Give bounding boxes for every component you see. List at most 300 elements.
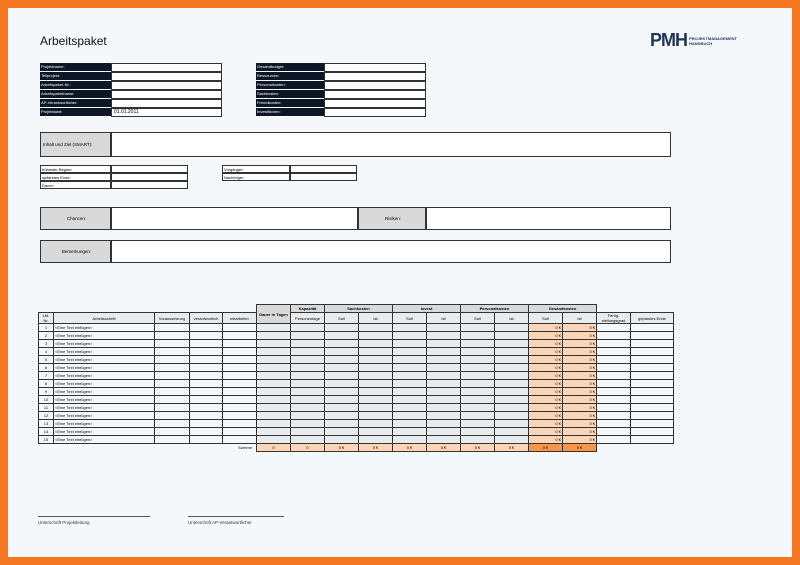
- row-geplantes-ende[interactable]: [631, 388, 674, 396]
- row-invest-ist[interactable]: [427, 348, 461, 356]
- row-pers-ist[interactable]: [495, 396, 529, 404]
- row-pers-ist[interactable]: [495, 404, 529, 412]
- row-verantwortlich[interactable]: [190, 364, 223, 372]
- field-label: Gesamtbudget:: [256, 63, 324, 72]
- row-ges-soll: 0 €: [529, 364, 563, 372]
- col-kapazitaet: Kapazität: [291, 305, 325, 313]
- row-fertig[interactable]: [597, 404, 631, 412]
- row-invest-ist[interactable]: [427, 340, 461, 348]
- row-geplantes-ende[interactable]: [631, 332, 674, 340]
- row-fertig[interactable]: [597, 428, 631, 436]
- row-personentage[interactable]: [291, 356, 325, 364]
- row-sach-ist[interactable]: [359, 332, 393, 340]
- row-sach-soll[interactable]: [325, 332, 359, 340]
- field-label: Personalkosten:: [256, 81, 324, 90]
- row-voraussetzung[interactable]: [155, 332, 190, 340]
- signature-ap-verantwortlicher: Unterschrift AP-Verantwortlicher: [188, 516, 284, 525]
- row-dauer[interactable]: [257, 428, 291, 436]
- row-verantwortlich[interactable]: [190, 340, 223, 348]
- row-verantwortlich[interactable]: [190, 428, 223, 436]
- row-personentage[interactable]: [291, 372, 325, 380]
- field-value[interactable]: [324, 108, 426, 117]
- col-sach-soll: Soll: [325, 313, 359, 324]
- row-pers-soll[interactable]: [461, 372, 495, 380]
- row-sach-ist[interactable]: [359, 388, 393, 396]
- row-sach-ist[interactable]: [359, 404, 393, 412]
- row-sach-ist[interactable]: [359, 428, 393, 436]
- field-value[interactable]: [324, 90, 426, 99]
- row-geplantes-ende[interactable]: [631, 324, 674, 332]
- row-sach-ist[interactable]: [359, 340, 393, 348]
- row-arbeitsschritt[interactable]: <Eine Text einfügen>: [54, 372, 155, 380]
- row-invest-soll[interactable]: [393, 428, 427, 436]
- row-fertig[interactable]: [597, 412, 631, 420]
- row-geplantes-ende[interactable]: [631, 380, 674, 388]
- row-mitarbeiter[interactable]: [223, 340, 257, 348]
- row-pers-ist[interactable]: [495, 332, 529, 340]
- row-invest-soll[interactable]: [393, 340, 427, 348]
- row-personentage[interactable]: [291, 404, 325, 412]
- field-value[interactable]: [111, 99, 222, 108]
- row-geplantes-ende[interactable]: [631, 396, 674, 404]
- row-invest-ist[interactable]: [427, 380, 461, 388]
- row-dauer[interactable]: [257, 340, 291, 348]
- row-voraussetzung[interactable]: [155, 388, 190, 396]
- row-ges-soll: 0 €: [529, 372, 563, 380]
- row-pers-soll[interactable]: [461, 364, 495, 372]
- row-personentage[interactable]: [291, 380, 325, 388]
- row-personentage[interactable]: [291, 332, 325, 340]
- row-sach-ist[interactable]: [359, 324, 393, 332]
- row-geplantes-ende[interactable]: [631, 436, 674, 444]
- row-geplantes-ende[interactable]: [631, 404, 674, 412]
- row-pers-soll[interactable]: [461, 380, 495, 388]
- row-mitarbeiter[interactable]: [223, 380, 257, 388]
- row-mitarbeiter[interactable]: [223, 428, 257, 436]
- row-personentage[interactable]: [291, 396, 325, 404]
- row-invest-ist[interactable]: [427, 404, 461, 412]
- row-voraussetzung[interactable]: [155, 340, 190, 348]
- row-ges-soll: 0 €: [529, 404, 563, 412]
- row-pers-ist[interactable]: [495, 388, 529, 396]
- sum-invest-soll: 0 €: [393, 444, 427, 452]
- row-voraussetzung[interactable]: [155, 412, 190, 420]
- row-pers-soll[interactable]: [461, 428, 495, 436]
- row-personentage[interactable]: [291, 324, 325, 332]
- row-sach-soll[interactable]: [325, 364, 359, 372]
- field-value[interactable]: [324, 72, 426, 81]
- row-verantwortlich[interactable]: [190, 380, 223, 388]
- table-row: [39, 364, 674, 372]
- row-number: 12: [39, 412, 54, 420]
- row-sach-soll[interactable]: [325, 428, 359, 436]
- col-gesamtkosten: Gesamtkosten: [529, 305, 597, 313]
- row-dauer[interactable]: [257, 420, 291, 428]
- row-pers-ist[interactable]: [495, 420, 529, 428]
- row-voraussetzung[interactable]: [155, 356, 190, 364]
- row-pers-ist[interactable]: [495, 380, 529, 388]
- row-sach-soll[interactable]: [325, 404, 359, 412]
- field-label: Investitionen:: [256, 108, 324, 117]
- row-sach-ist[interactable]: [359, 436, 393, 444]
- row-geplantes-ende[interactable]: [631, 340, 674, 348]
- row-dauer[interactable]: [257, 388, 291, 396]
- field-value[interactable]: [324, 99, 426, 108]
- row-sach-ist[interactable]: [359, 396, 393, 404]
- row-arbeitsschritt[interactable]: <Eine Text einfügen>: [54, 428, 155, 436]
- row-ges-ist: 0 €: [563, 356, 597, 364]
- field-label: Ressourcen:: [256, 72, 324, 81]
- row-mitarbeiter[interactable]: [223, 412, 257, 420]
- project-start-value[interactable]: 01.01.2011: [111, 108, 222, 117]
- row-pers-soll[interactable]: [461, 420, 495, 428]
- document-page: [8, 8, 792, 557]
- row-pers-soll[interactable]: [461, 340, 495, 348]
- row-pers-ist[interactable]: [495, 428, 529, 436]
- row-mitarbeiter[interactable]: [223, 396, 257, 404]
- row-invest-ist[interactable]: [427, 412, 461, 420]
- row-mitarbeiter[interactable]: [223, 324, 257, 332]
- row-pers-soll[interactable]: [461, 396, 495, 404]
- row-fertig[interactable]: [597, 380, 631, 388]
- row-personentage[interactable]: [291, 348, 325, 356]
- row-fertig[interactable]: [597, 436, 631, 444]
- dependency-field[interactable]: [290, 165, 357, 173]
- table-row: [39, 436, 674, 444]
- chancen-label: Chancen:: [40, 207, 111, 230]
- table-row: [39, 420, 674, 428]
- row-sach-ist[interactable]: [359, 380, 393, 388]
- dependency-field[interactable]: [290, 173, 357, 181]
- date-field[interactable]: [111, 173, 188, 181]
- bemerkungen-label: Bemerkungen:: [40, 240, 111, 263]
- row-arbeitsschritt[interactable]: <Eine Text einfügen>: [54, 324, 155, 332]
- row-sach-ist[interactable]: [359, 372, 393, 380]
- row-dauer[interactable]: [257, 380, 291, 388]
- row-invest-ist[interactable]: [427, 396, 461, 404]
- row-ges-ist: 0 €: [563, 428, 597, 436]
- row-pers-ist[interactable]: [495, 364, 529, 372]
- row-fertig[interactable]: [597, 332, 631, 340]
- row-pers-soll[interactable]: [461, 332, 495, 340]
- row-arbeitsschritt[interactable]: <Eine Text einfügen>: [54, 340, 155, 348]
- table-row: [39, 340, 674, 348]
- row-mitarbeiter[interactable]: [223, 356, 257, 364]
- row-sach-soll[interactable]: [325, 356, 359, 364]
- sum-dauer: 0: [257, 444, 291, 452]
- row-arbeitsschritt[interactable]: <Eine Text einfügen>: [54, 404, 155, 412]
- row-arbeitsschritt[interactable]: <Eine Text einfügen>: [54, 396, 155, 404]
- row-sach-soll[interactable]: [325, 340, 359, 348]
- sum-pers-soll: 0 €: [461, 444, 495, 452]
- row-invest-ist[interactable]: [427, 436, 461, 444]
- table-row: [39, 356, 674, 364]
- row-fertig[interactable]: [597, 388, 631, 396]
- row-invest-ist[interactable]: [427, 324, 461, 332]
- row-ges-soll: 0 €: [529, 428, 563, 436]
- row-sach-soll[interactable]: [325, 380, 359, 388]
- row-fertig[interactable]: [597, 324, 631, 332]
- field-value[interactable]: [111, 81, 222, 90]
- row-fertig[interactable]: [597, 340, 631, 348]
- row-fertig[interactable]: [597, 356, 631, 364]
- row-voraussetzung[interactable]: [155, 348, 190, 356]
- row-mitarbeiter[interactable]: [223, 348, 257, 356]
- row-fertig[interactable]: [597, 396, 631, 404]
- row-invest-ist[interactable]: [427, 332, 461, 340]
- row-sach-soll[interactable]: [325, 348, 359, 356]
- row-ges-soll: 0 €: [529, 396, 563, 404]
- row-invest-ist[interactable]: [427, 420, 461, 428]
- row-invest-ist[interactable]: [427, 388, 461, 396]
- row-geplantes-ende[interactable]: [631, 428, 674, 436]
- row-ges-ist: 0 €: [563, 412, 597, 420]
- row-ges-soll: 0 €: [529, 324, 563, 332]
- row-verantwortlich[interactable]: [190, 412, 223, 420]
- row-arbeitsschritt[interactable]: <Eine Text einfügen>: [54, 420, 155, 428]
- field-value[interactable]: [111, 90, 222, 99]
- row-invest-soll[interactable]: [393, 380, 427, 388]
- row-pers-ist[interactable]: [495, 348, 529, 356]
- row-ges-ist: 0 €: [563, 396, 597, 404]
- row-voraussetzung[interactable]: [155, 396, 190, 404]
- row-personentage[interactable]: [291, 428, 325, 436]
- chancen-field[interactable]: [111, 207, 358, 230]
- row-arbeitsschritt[interactable]: <Eine Text einfügen>: [54, 348, 155, 356]
- row-voraussetzung[interactable]: [155, 324, 190, 332]
- row-geplantes-ende[interactable]: [631, 412, 674, 420]
- row-mitarbeiter[interactable]: [223, 372, 257, 380]
- row-verantwortlich[interactable]: [190, 420, 223, 428]
- row-dauer[interactable]: [257, 356, 291, 364]
- field-value[interactable]: [111, 63, 222, 72]
- inhalt-field[interactable]: [111, 132, 671, 157]
- sum-label: Summe:: [238, 445, 253, 451]
- row-number: 10: [39, 396, 54, 404]
- row-pers-ist[interactable]: [495, 356, 529, 364]
- row-personentage[interactable]: [291, 364, 325, 372]
- table-row: [39, 348, 674, 356]
- row-pers-soll[interactable]: [461, 404, 495, 412]
- row-invest-soll[interactable]: [393, 348, 427, 356]
- row-invest-soll[interactable]: [393, 364, 427, 372]
- row-sach-ist[interactable]: [359, 364, 393, 372]
- row-invest-soll[interactable]: [393, 404, 427, 412]
- row-fertig[interactable]: [597, 348, 631, 356]
- row-number: 4: [39, 348, 54, 356]
- row-invest-ist[interactable]: [427, 428, 461, 436]
- row-voraussetzung[interactable]: [155, 380, 190, 388]
- row-pers-ist[interactable]: [495, 436, 529, 444]
- row-fertig[interactable]: [597, 420, 631, 428]
- field-label: Fremdkosten:: [256, 99, 324, 108]
- sum-pers-ist: 0 €: [495, 444, 529, 452]
- row-voraussetzung[interactable]: [155, 428, 190, 436]
- row-invest-soll[interactable]: [393, 412, 427, 420]
- row-invest-soll[interactable]: [393, 372, 427, 380]
- row-invest-soll[interactable]: [393, 388, 427, 396]
- row-mitarbeiter[interactable]: [223, 420, 257, 428]
- row-arbeitsschritt[interactable]: <Eine Text einfügen>: [54, 356, 155, 364]
- row-pers-ist[interactable]: [495, 340, 529, 348]
- row-sach-soll[interactable]: [325, 412, 359, 420]
- field-value[interactable]: [324, 81, 426, 90]
- row-pers-ist[interactable]: [495, 324, 529, 332]
- row-personentage[interactable]: [291, 420, 325, 428]
- table-header-row: [39, 313, 674, 324]
- row-ges-ist: 0 €: [563, 332, 597, 340]
- row-pers-soll[interactable]: [461, 388, 495, 396]
- row-sach-soll[interactable]: [325, 396, 359, 404]
- row-verantwortlich[interactable]: [190, 396, 223, 404]
- risiken-label: Risiken:: [358, 207, 426, 230]
- table-row: [39, 396, 674, 404]
- row-geplantes-ende[interactable]: [631, 372, 674, 380]
- dependency-label: Nachfolger:: [222, 173, 290, 181]
- field-value[interactable]: [324, 63, 426, 72]
- row-pers-ist[interactable]: [495, 412, 529, 420]
- row-sach-ist[interactable]: [359, 412, 393, 420]
- row-fertig[interactable]: [597, 364, 631, 372]
- row-geplantes-ende[interactable]: [631, 356, 674, 364]
- row-dauer[interactable]: [257, 436, 291, 444]
- row-invest-soll[interactable]: [393, 396, 427, 404]
- col-nr: Lfd. Nr.: [39, 313, 54, 324]
- row-verantwortlich[interactable]: [190, 388, 223, 396]
- row-voraussetzung[interactable]: [155, 420, 190, 428]
- row-sach-soll[interactable]: [325, 324, 359, 332]
- row-ges-soll: 0 €: [529, 348, 563, 356]
- row-verantwortlich[interactable]: [190, 404, 223, 412]
- row-verantwortlich[interactable]: [190, 356, 223, 364]
- row-dauer[interactable]: [257, 412, 291, 420]
- row-invest-ist[interactable]: [427, 364, 461, 372]
- row-dauer[interactable]: [257, 324, 291, 332]
- row-sach-soll[interactable]: [325, 388, 359, 396]
- row-pers-soll[interactable]: [461, 348, 495, 356]
- col-pers-ist: Ist: [495, 313, 529, 324]
- col-fertig: Fertig-stellungsgrad: [597, 313, 631, 324]
- date-label: Dauer:: [40, 181, 111, 189]
- table-body: [39, 324, 674, 444]
- field-label: Arbeitspaket-Nr.:: [40, 81, 111, 90]
- sum-ges-soll: 0 €: [529, 444, 563, 452]
- row-mitarbeiter[interactable]: [223, 332, 257, 340]
- row-ges-soll: 0 €: [529, 388, 563, 396]
- row-pers-soll[interactable]: [461, 356, 495, 364]
- row-personentage[interactable]: [291, 412, 325, 420]
- row-invest-ist[interactable]: [427, 356, 461, 364]
- row-invest-soll[interactable]: [393, 436, 427, 444]
- row-verantwortlich[interactable]: [190, 436, 223, 444]
- sum-kapazitaet: 0: [291, 444, 325, 452]
- row-verantwortlich[interactable]: [190, 324, 223, 332]
- row-mitarbeiter[interactable]: [223, 364, 257, 372]
- row-mitarbeiter[interactable]: [223, 404, 257, 412]
- row-verantwortlich[interactable]: [190, 348, 223, 356]
- row-number: 2: [39, 332, 54, 340]
- row-dauer[interactable]: [257, 332, 291, 340]
- row-personentage[interactable]: [291, 436, 325, 444]
- row-invest-soll[interactable]: [393, 324, 427, 332]
- row-geplantes-ende[interactable]: [631, 348, 674, 356]
- row-invest-soll[interactable]: [393, 332, 427, 340]
- row-verantwortlich[interactable]: [190, 372, 223, 380]
- row-personentage[interactable]: [291, 388, 325, 396]
- row-arbeitsschritt[interactable]: <Eine Text einfügen>: [54, 388, 155, 396]
- row-sach-ist[interactable]: [359, 420, 393, 428]
- page-title: Arbeitspaket: [40, 34, 107, 48]
- row-dauer[interactable]: [257, 404, 291, 412]
- col-invest-soll: Soll: [393, 313, 427, 324]
- row-arbeitsschritt[interactable]: <Eine Text einfügen>: [54, 412, 155, 420]
- row-sach-ist[interactable]: [359, 356, 393, 364]
- row-personentage[interactable]: [291, 340, 325, 348]
- row-voraussetzung[interactable]: [155, 436, 190, 444]
- row-arbeitsschritt[interactable]: <Eine Text einfügen>: [54, 436, 155, 444]
- row-sach-soll[interactable]: [325, 420, 359, 428]
- table-row: [39, 372, 674, 380]
- bemerkungen-field[interactable]: [111, 240, 671, 263]
- work-steps-table: [38, 304, 674, 452]
- row-arbeitsschritt[interactable]: <Eine Text einfügen>: [54, 380, 155, 388]
- row-sach-ist[interactable]: [359, 348, 393, 356]
- row-number: 3: [39, 340, 54, 348]
- date-field[interactable]: [111, 165, 188, 173]
- row-dauer[interactable]: [257, 372, 291, 380]
- row-invest-ist[interactable]: [427, 372, 461, 380]
- col-sach-ist: Ist: [359, 313, 393, 324]
- row-dauer[interactable]: [257, 364, 291, 372]
- row-ges-ist: 0 €: [563, 388, 597, 396]
- row-sach-soll[interactable]: [325, 436, 359, 444]
- col-invest: Invest: [393, 305, 461, 313]
- row-arbeitsschritt[interactable]: <Eine Text einfügen>: [54, 364, 155, 372]
- signature-projektleitung: Unterschrift Projektleitung: [38, 516, 150, 525]
- row-sach-soll[interactable]: [325, 372, 359, 380]
- date-field[interactable]: [111, 181, 188, 189]
- row-voraussetzung[interactable]: [155, 372, 190, 380]
- row-geplantes-ende[interactable]: [631, 364, 674, 372]
- row-number: 5: [39, 356, 54, 364]
- row-arbeitsschritt[interactable]: <Eine Text einfügen>: [54, 332, 155, 340]
- row-pers-soll[interactable]: [461, 324, 495, 332]
- row-fertig[interactable]: [597, 372, 631, 380]
- table-row: [39, 388, 674, 396]
- row-mitarbeiter[interactable]: [223, 436, 257, 444]
- row-invest-soll[interactable]: [393, 356, 427, 364]
- logo: [650, 30, 737, 51]
- row-verantwortlich[interactable]: [190, 332, 223, 340]
- risiken-field[interactable]: [426, 207, 671, 230]
- row-ges-soll: 0 €: [529, 332, 563, 340]
- row-voraussetzung[interactable]: [155, 364, 190, 372]
- row-number: 1: [39, 324, 54, 332]
- row-pers-soll[interactable]: [461, 436, 495, 444]
- row-mitarbeiter[interactable]: [223, 388, 257, 396]
- row-geplantes-ende[interactable]: [631, 420, 674, 428]
- row-pers-soll[interactable]: [461, 412, 495, 420]
- row-dauer[interactable]: [257, 396, 291, 404]
- table-row: [39, 412, 674, 420]
- logo-line-1: PROJEKTMANAGEMENT: [689, 35, 738, 41]
- row-pers-ist[interactable]: [495, 372, 529, 380]
- row-dauer[interactable]: [257, 348, 291, 356]
- row-number: 7: [39, 372, 54, 380]
- row-invest-soll[interactable]: [393, 420, 427, 428]
- field-value[interactable]: [111, 72, 222, 81]
- row-voraussetzung[interactable]: [155, 404, 190, 412]
